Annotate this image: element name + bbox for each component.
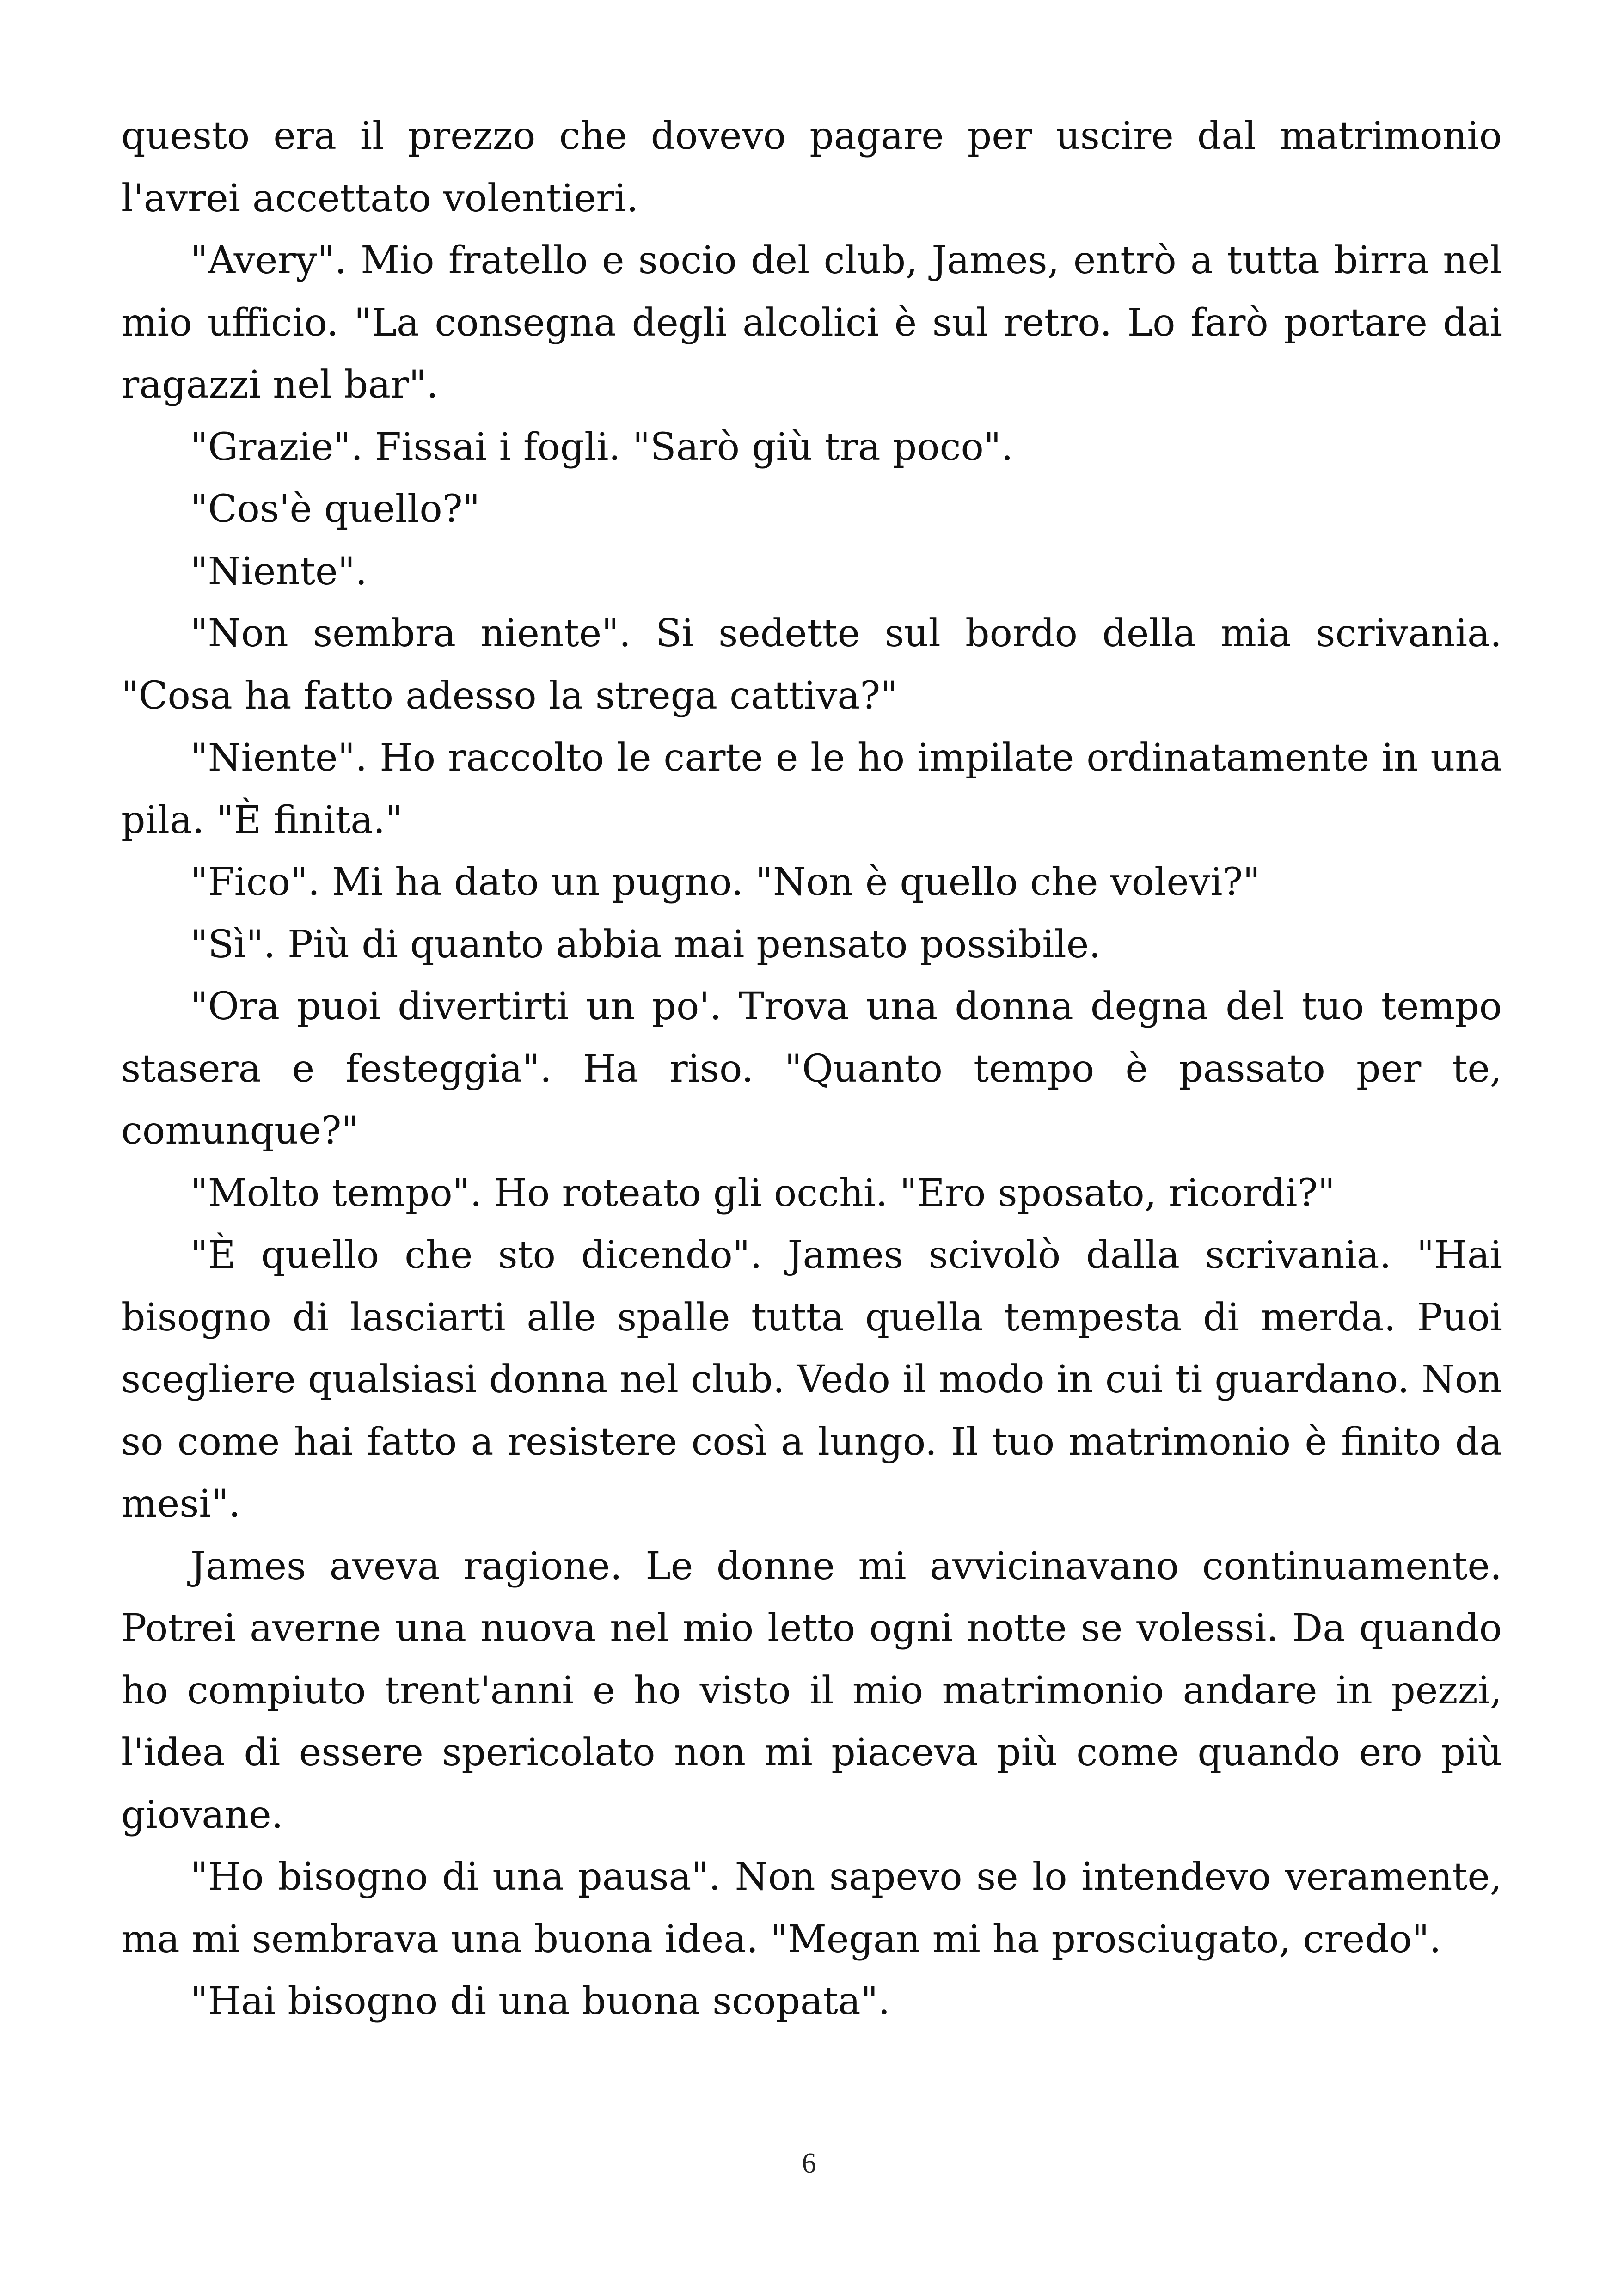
paragraph: "Fico". Mi ha dato un pugno. "Non è quello che volevi?" xyxy=(190,860,1261,904)
paragraph: "Niente". xyxy=(190,549,368,594)
paragraph: "Niente". Ho raccolto le carte e le ho impilate ordinatamente in una pila. "È finita." xyxy=(121,736,1502,842)
paragraph: questo era il prezzo che dovevo pagare per uscire dal matrimonio l'avrei accettato volentieri. xyxy=(121,114,1502,220)
paragraph: "Sì". Più di quanto abbia mai pensato possibile. xyxy=(190,922,1101,967)
paragraph: "Cos'è quello?" xyxy=(190,487,480,531)
body-text xyxy=(121,105,1502,2033)
paragraph: "È quello che sto dicendo". James scivolò dalla scrivania. "Hai bisogno di lasciarti alle spalle tutta quella tempesta di merda. Puoi scegliere qualsiasi donna nel club. Vedo il modo in cui ti guardano. Non so come hai fatto a resistere così a lungo. Il tuo matrimonio è finito da mesi". xyxy=(121,1233,1502,1526)
paragraph: "Ora puoi divertirti un po'. Trova una donna degna del tuo tempo stasera e festeggia". Ha riso. "Quanto tempo è passato per te, comunque?" xyxy=(121,985,1502,1153)
paragraph: "Non sembra niente". Si sedette sul bordo della mia scrivania. "Cosa ha fatto adesso la strega cattiva?" xyxy=(121,612,1502,718)
paragraph: "Molto tempo". Ho roteato gli occhi. "Ero sposato, ricordi?" xyxy=(190,1171,1336,1215)
paragraph: "Ho bisogno di una pausa". Non sapevo se lo intendevo veramente, ma mi sembrava una buona idea. "Megan mi ha prosciugato, credo". xyxy=(121,1855,1502,1961)
paragraph: James aveva ragione. Le donne mi avvicinavano continuamente. Potrei averne una nuova nel mio letto ogni notte se volessi. Da quando ho compiuto trent'anni e ho visto il mio matrimonio andare in pezzi, l'idea di essere spericolato non mi piaceva più come quando ero più giovane. xyxy=(121,1544,1502,1837)
page-number: 6 xyxy=(802,2148,816,2179)
paragraph: "Avery". Mio fratello e socio del club, James, entrò a tutta birra nel mio ufficio. "La consegna degli alcolici è sul retro. Lo farò portare dai ragazzi nel bar". xyxy=(121,239,1502,407)
paragraph: "Grazie". Fissai i fogli. "Sarò giù tra poco". xyxy=(190,425,1013,469)
paragraph: "Hai bisogno di una buona scopata". xyxy=(190,1979,890,2023)
